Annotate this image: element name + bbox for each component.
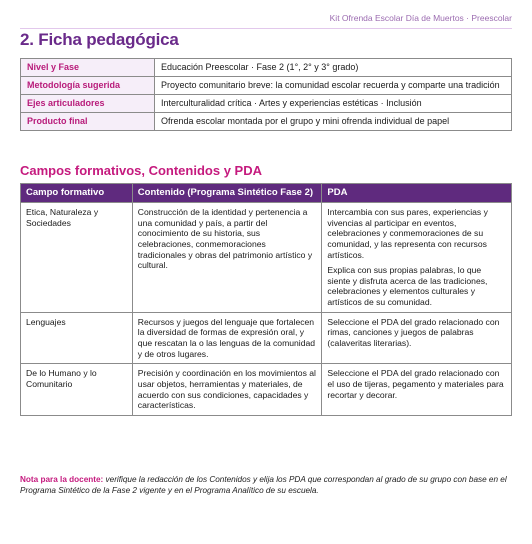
ficha-row xyxy=(21,59,512,77)
note-text: verifique la redacción de los Contenidos y elija los PDA que correspondan al grado de su grupo con base en el Programa Sintético de la Fase 2 vigente y en el Programa Analítico de su escuela. xyxy=(20,475,507,495)
ficha-label: Ejes articuladores xyxy=(21,94,155,112)
ficha-value: Interculturalidad crítica · Artes y experiencias estéticas · Inclusión xyxy=(155,94,512,112)
ficha-value: Ofrenda escolar montada por el grupo y mini ofrenda individual de papel xyxy=(155,112,512,130)
ficha-label: Nivel y Fase xyxy=(21,59,155,77)
campo-cell: De lo Humano y lo Comunitario xyxy=(21,364,133,416)
ficha-row xyxy=(21,76,512,94)
column-header-pda: PDA xyxy=(322,184,512,203)
campo-cell: Etica, Naturaleza y Sociedades xyxy=(21,202,133,312)
pda-cell xyxy=(322,312,512,364)
table-row xyxy=(21,364,512,416)
table-row xyxy=(21,202,512,312)
teacher-note xyxy=(20,475,512,496)
ficha-label: Metodología sugerida xyxy=(21,76,155,94)
section-title: 2. Ficha pedagógica xyxy=(20,30,179,49)
campos-table xyxy=(20,183,512,416)
pda-cell xyxy=(322,202,512,312)
ficha-value: Proyecto comunitario breve: la comunidad escolar recuerda y comparte una tradición xyxy=(155,76,512,94)
column-header-campo: Campo formativo xyxy=(21,184,133,203)
ficha-row xyxy=(21,94,512,112)
contenido-cell: Construcción de la identidad y pertenencia a una comunidad y país, a partir del conocimiento de su historia, sus celebraciones, conmemoraciones tradicionales y obras del patrimonio artístico y cultural. xyxy=(132,202,322,312)
note-label: Nota para la docente: xyxy=(20,475,104,484)
ficha-table xyxy=(20,58,512,131)
contenido-cell: Recursos y juegos del lenguaje que fortalecen la diversidad de formas de expresión oral, y que rescatan la o las lenguas de la comunidad y de otros lugares. xyxy=(132,312,322,364)
header-divider xyxy=(20,28,512,29)
campo-cell: Lenguajes xyxy=(21,312,133,364)
pda-cell xyxy=(322,364,512,416)
ficha-label: Producto final xyxy=(21,112,155,130)
pda-text: Seleccione el PDA del grado relacionado con el uso de tijeras, pegamento y materiales para recortar y decorar. xyxy=(327,368,504,400)
table-row xyxy=(21,312,512,364)
pda-text: Explica con sus propias palabras, lo que siente y disfruta acerca de las tradiciones, celebraciones y elementos culturales y artísticos de su comunidad. xyxy=(327,265,488,308)
pda-text: Intercambia con sus pares, experiencias y vivencias al participar en eventos, celebraciones y conmemoraciones de su comunidad, y las representa con recursos artísticos. xyxy=(327,206,488,260)
ficha-row xyxy=(21,112,512,130)
campos-title: Campos formativos, Contenidos y PDA xyxy=(20,163,262,178)
column-header-contenido: Contenido (Programa Sintético Fase 2) xyxy=(132,184,322,203)
pda-text: Seleccione el PDA del grado relacionado con rimas, canciones y juegos de palabras (calaveritas literarias). xyxy=(327,316,500,349)
ficha-value: Educación Preescolar · Fase 2 (1°, 2° y 3° grado) xyxy=(155,59,512,77)
campos-header-row xyxy=(21,184,512,203)
contenido-cell: Precisión y coordinación en los movimientos al usar objetos, herramientas y materiales, de acuerdo con sus condiciones, capacidades y características. xyxy=(132,364,322,416)
running-head: Kit Ofrenda Escolar Día de Muertos · Preescolar xyxy=(329,13,512,23)
